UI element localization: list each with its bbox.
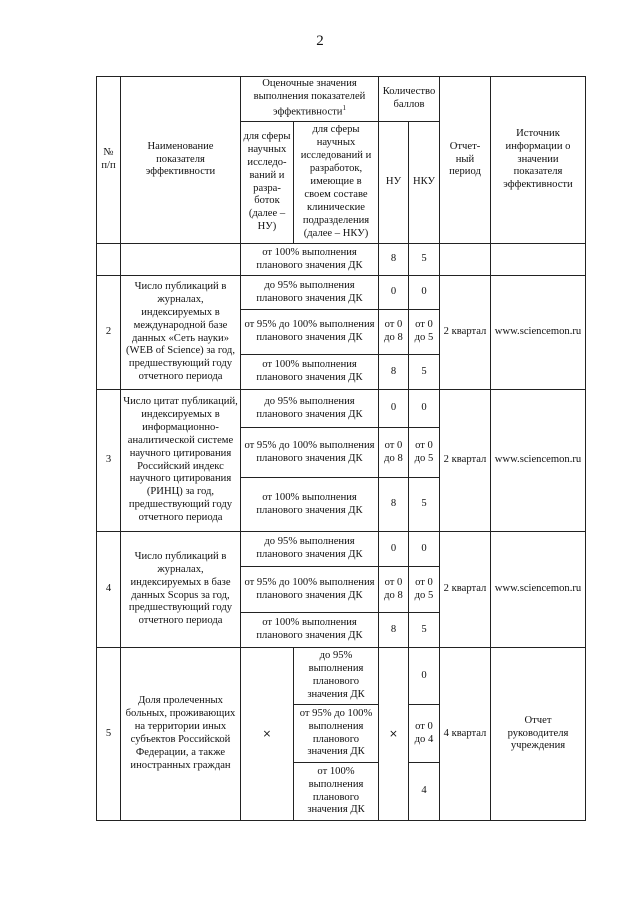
nu-points: 0 <box>379 390 409 428</box>
source-cell: www.sciencemon.ru <box>491 276 586 390</box>
eval-cell: от 95% до 100% выполнения планового значения ДК <box>294 705 379 763</box>
eval-cell: до 95% выполнения планового значения ДК <box>241 276 379 310</box>
header-name: Наименование показателя эффективности <box>121 77 241 244</box>
period-cell: 4 квартал <box>440 648 491 821</box>
header-nku: НКУ <box>409 122 440 244</box>
nku-points: от 0 до 5 <box>409 428 440 478</box>
page-number: 2 <box>316 33 324 49</box>
header-period: Отчет-ный период <box>440 77 491 244</box>
eval-cell: от 95% до 100% выполнения планового значения ДК <box>241 310 379 355</box>
period-cell: 2 квартал <box>440 276 491 390</box>
nku-points: 5 <box>409 244 440 276</box>
nku-points: 0 <box>409 390 440 428</box>
source-cell: www.sciencemon.ru <box>491 390 586 532</box>
nku-points: от 0 до 5 <box>409 567 440 613</box>
nku-points: 5 <box>409 478 440 532</box>
eval-cell: от 100% выполнения планового значения ДК <box>241 613 379 648</box>
table-row <box>97 244 586 276</box>
eval-cell: от 95% до 100% выполнения планового значения ДК <box>241 567 379 613</box>
not-applicable-cross-points: × <box>379 648 409 821</box>
indicator-num: 3 <box>97 390 121 532</box>
nu-points: 0 <box>379 532 409 567</box>
nku-points: 5 <box>409 613 440 648</box>
indicator-name: Число цитат публикаций, индексируемых в информационно-аналитической системе научного цитирования Российский индекс научного цитирования (РИНЦ) за год, предшествующий году отчетного периода <box>121 390 241 532</box>
nu-points: от 0 до 8 <box>379 567 409 613</box>
header-eval-text: Оценочные значения выполнения показателей эффективности <box>253 78 366 118</box>
period-cell: 2 квартал <box>440 390 491 532</box>
nu-points: 8 <box>379 244 409 276</box>
table-row <box>97 390 586 428</box>
header-source: Источник информации о значении показателя эффективности <box>491 77 586 244</box>
header-points: Количество баллов <box>379 77 440 122</box>
header-nu: НУ <box>379 122 409 244</box>
nu-points: 8 <box>379 355 409 390</box>
not-applicable-cross-nu: × <box>241 648 294 821</box>
eval-cell: до 95% выполнения планового значения ДК <box>241 532 379 567</box>
footnote-marker: 1 <box>342 104 346 113</box>
nku-points: 0 <box>409 648 440 705</box>
nku-points: от 0 до 5 <box>409 310 440 355</box>
indicator-num: 4 <box>97 532 121 648</box>
eval-cell: от 100% выполнения планового значения ДК <box>241 244 379 276</box>
nu-points: 8 <box>379 478 409 532</box>
source-cell: Отчет руководителя учреждения <box>491 648 586 821</box>
header-nu-scope: для сферы научных исследо-ваний и разра-боток (далее – НУ) <box>241 122 294 244</box>
eval-cell: от 100% выполнения планового значения ДК <box>294 763 379 821</box>
source-cell: www.sciencemon.ru <box>491 532 586 648</box>
eval-cell: до 95% выполнения планового значения ДК <box>241 390 379 428</box>
table-row <box>97 648 586 705</box>
indicator-name: Число публикаций в журналах, индексируемых в международной базе данных «Сеть науки» (WEB of Science) за год, предшествующий году отчетного периода <box>121 276 241 390</box>
nu-points: 8 <box>379 613 409 648</box>
nku-points: 4 <box>409 763 440 821</box>
period-cell: 2 квартал <box>440 532 491 648</box>
nku-points: от 0 до 4 <box>409 705 440 763</box>
header-nku-scope: для сферы научных исследований и разработок, имеющие в своем составе клинические подразделения (далее – НКУ) <box>294 122 379 244</box>
indicator-num: 5 <box>97 648 121 821</box>
nku-points: 0 <box>409 532 440 567</box>
nku-points: 5 <box>409 355 440 390</box>
eval-cell: от 95% до 100% выполнения планового значения ДК <box>241 428 379 478</box>
table-row <box>97 276 586 310</box>
eval-cell: до 95% выполнения планового значения ДК <box>294 648 379 705</box>
nku-points: 0 <box>409 276 440 310</box>
header-num: № п/п <box>97 77 121 244</box>
indicator-num: 2 <box>97 276 121 390</box>
nu-points: 0 <box>379 276 409 310</box>
nu-points: от 0 до 8 <box>379 428 409 478</box>
header-eval <box>241 77 379 122</box>
eval-cell: от 100% выполнения планового значения ДК <box>241 355 379 390</box>
nu-points: от 0 до 8 <box>379 310 409 355</box>
indicator-name: Число публикаций в журналах, индексируемых в базе данных Scopus за год, предшествующий году отчетного периода <box>121 532 241 648</box>
indicators-table <box>96 76 586 821</box>
indicator-name: Доля пролеченных больных, проживающих на территории иных субъектов Российской Федерации, а также иностранных граждан <box>121 648 241 821</box>
table-row <box>97 532 586 567</box>
header-row-1 <box>97 77 586 122</box>
eval-cell: от 100% выполнения планового значения ДК <box>241 478 379 532</box>
